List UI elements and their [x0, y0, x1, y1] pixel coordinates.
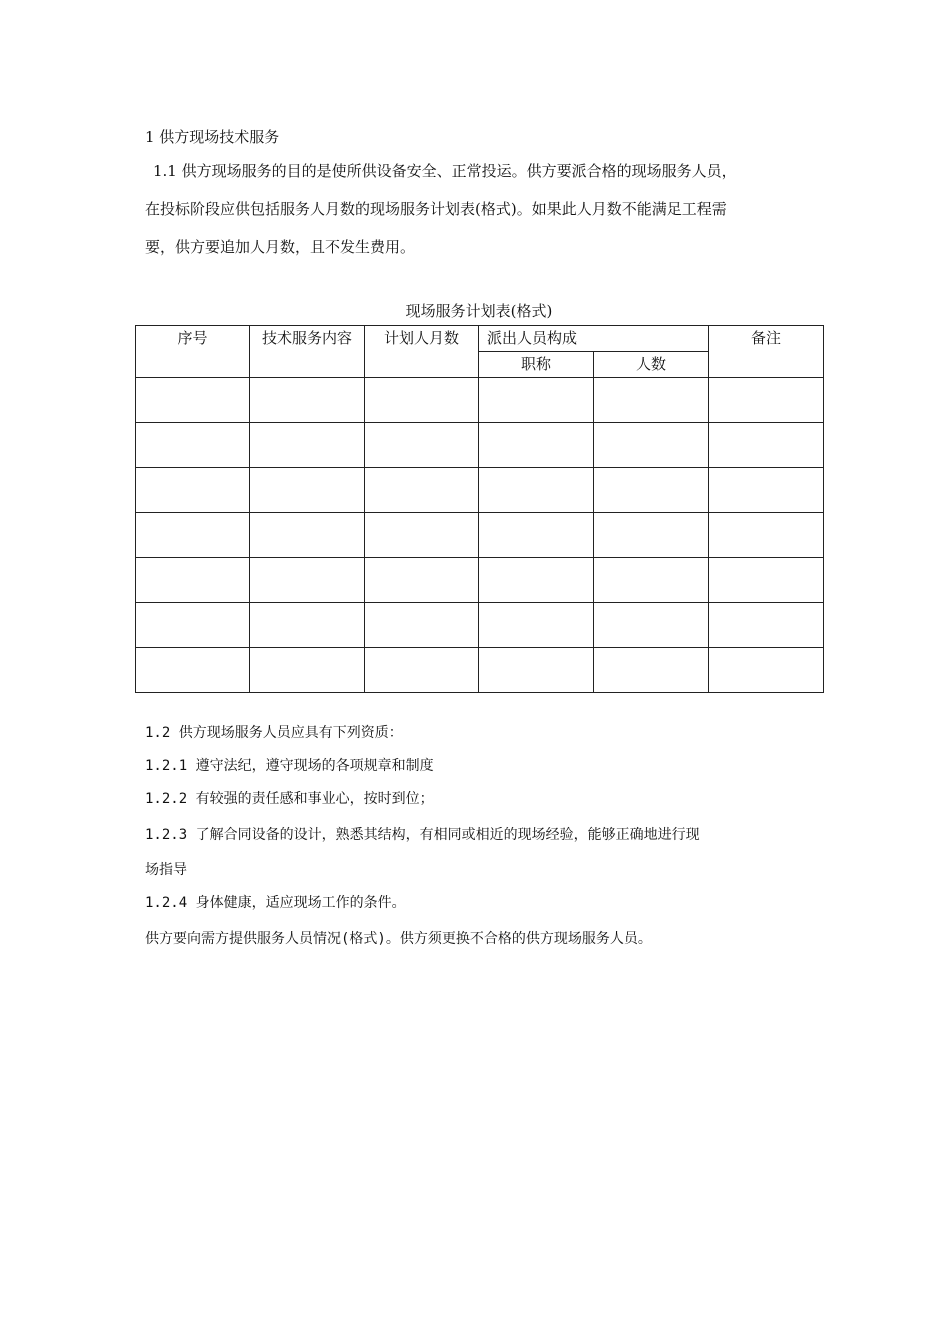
table-cell — [250, 468, 365, 513]
table-cell — [250, 648, 365, 693]
table-cell — [479, 648, 594, 693]
table-cell — [709, 378, 824, 423]
table-cell — [250, 558, 365, 603]
table-row — [136, 558, 824, 603]
header-remarks: 备注 — [709, 326, 824, 378]
table-cell — [365, 558, 479, 603]
service-plan-table — [135, 325, 824, 693]
header-staff: 派出人员构成 — [479, 326, 709, 352]
header-title: 职称 — [479, 352, 594, 378]
header-person-months: 计划人月数 — [365, 326, 479, 378]
table-row — [136, 423, 824, 468]
section-heading: 1 供方现场技术服务 — [145, 128, 280, 146]
table-cell — [136, 603, 250, 648]
table-cell — [365, 648, 479, 693]
table-cell — [709, 513, 824, 558]
table-cell — [709, 603, 824, 648]
table-cell — [136, 378, 250, 423]
table-cell — [136, 558, 250, 603]
paragraph-line: 1.1 供方现场服务的目的是使所供设备安全、正常投运。供方要派合格的现场服务人员， — [153, 162, 737, 180]
table-cell — [136, 423, 250, 468]
table-row — [136, 648, 824, 693]
qualification-item: 1.2.4 身体健康，适应现场工作的条件。 — [145, 895, 406, 911]
table-cell — [594, 513, 709, 558]
table-cell — [594, 468, 709, 513]
table-row — [136, 468, 824, 513]
closing-paragraph: 供方要向需方提供服务人员情况(格式)。供方须更换不合格的供方现场服务人员。 — [145, 931, 652, 947]
table-cell — [365, 603, 479, 648]
table-cell — [250, 603, 365, 648]
table-row — [136, 513, 824, 558]
table-cell — [136, 468, 250, 513]
table-cell — [365, 378, 479, 423]
paragraph-line: 在投标阶段应供包括服务人月数的现场服务计划表(格式)。如果此人月数不能满足工程需 — [145, 200, 727, 218]
table-cell — [594, 648, 709, 693]
header-seq: 序号 — [136, 326, 250, 378]
qualifications-intro: 1.2 供方现场服务人员应具有下列资质： — [145, 725, 403, 741]
table-cell — [250, 423, 365, 468]
table-cell — [479, 558, 594, 603]
table-cell — [479, 378, 594, 423]
table-cell — [594, 603, 709, 648]
table-cell — [250, 378, 365, 423]
header-content: 技术服务内容 — [250, 326, 365, 378]
table-cell — [709, 468, 824, 513]
table-cell — [594, 558, 709, 603]
table-cell — [479, 513, 594, 558]
table-cell — [479, 603, 594, 648]
table-cell — [479, 468, 594, 513]
table-cell — [250, 513, 365, 558]
table-cell — [709, 648, 824, 693]
qualification-item: 1.2.1 遵守法纪，遵守现场的各项规章和制度 — [145, 758, 434, 774]
qualification-item: 1.2.3 了解合同设备的设计，熟悉其结构，有相同或相近的现场经验，能够正确地进行现 — [145, 827, 700, 843]
table-row — [136, 378, 824, 423]
table-cell — [709, 423, 824, 468]
table-cell — [594, 423, 709, 468]
table-cell — [365, 513, 479, 558]
table-caption: 现场服务计划表(格式) — [405, 302, 553, 320]
table-cell — [365, 468, 479, 513]
table-cell — [709, 558, 824, 603]
table-header-row — [136, 326, 824, 352]
qualification-item-continued: 场指导 — [145, 862, 187, 878]
table-row — [136, 603, 824, 648]
table-cell — [479, 423, 594, 468]
table-cell — [136, 648, 250, 693]
header-count: 人数 — [594, 352, 709, 378]
paragraph-line: 要，供方要追加人月数，且不发生费用。 — [145, 238, 416, 256]
qualification-item: 1.2.2 有较强的责任感和事业心，按时到位； — [145, 791, 434, 807]
table-cell — [594, 378, 709, 423]
table-cell — [365, 423, 479, 468]
table-cell — [136, 513, 250, 558]
